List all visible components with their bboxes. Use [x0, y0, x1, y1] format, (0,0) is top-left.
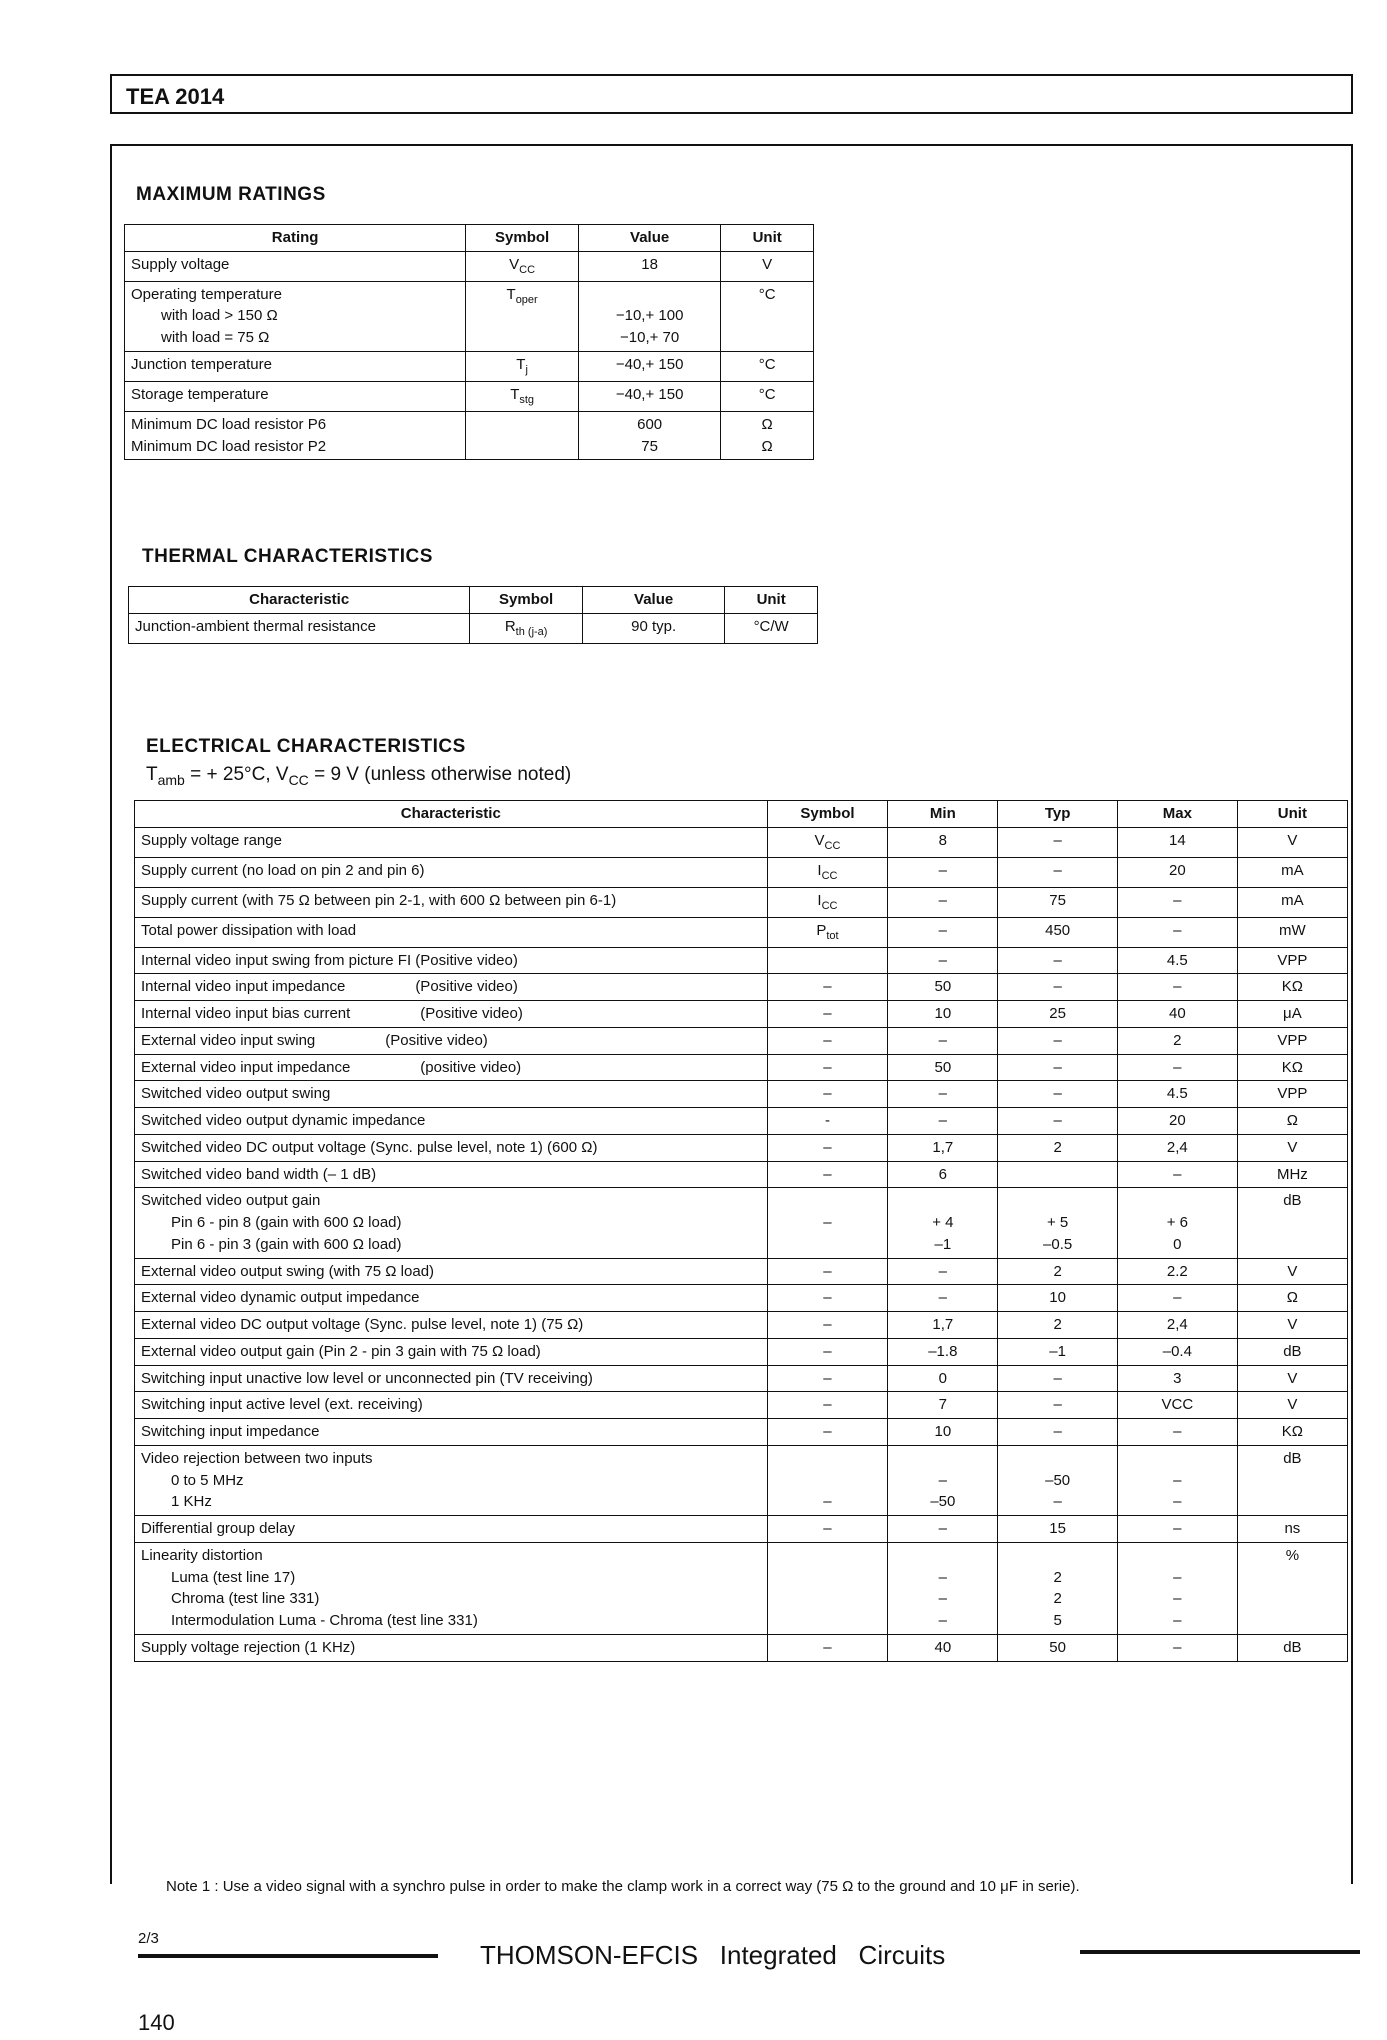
footer-rule-left: [138, 1954, 438, 1958]
table-row: External video input impedance (positive video) – 50 – – KΩ: [135, 1054, 1348, 1081]
table-row: Switched video output dynamic impedance - – – 20 Ω: [135, 1108, 1348, 1135]
table-row: Switched video DC output voltage (Sync. pulse level, note 1) (600 Ω) – 1,7 2 2,4 V: [135, 1134, 1348, 1161]
table-row: Junction temperature $T_j$ −40,+ 150 °C: [125, 351, 814, 381]
table-row: Supply current (with 75 Ω between pin 2-1, with 600 Ω between pin 6-1) $I_{CC}$ – 75 – mA: [135, 887, 1348, 917]
page-fraction: 2/3: [138, 1930, 159, 1947]
table-row: Switched video output swing – – – 4.5 VPP: [135, 1081, 1348, 1108]
table-row: Supply current (no load on pin 2 and pin 6) $I_{CC}$ – – 20 mA: [135, 857, 1348, 887]
header-title: TEA 2014: [126, 84, 225, 109]
col-value: Value: [578, 225, 720, 252]
table-row: External video DC output voltage (Sync. pulse level, note 1) (75 Ω) – 1,7 2 2,4 V: [135, 1312, 1348, 1339]
table-row: Junction-ambient thermal resistance $R_{th (j-a)}$ 90 typ. °C/W: [129, 613, 818, 643]
table-row: Storage temperature $T_{stg}$ −40,+ 150 °C: [125, 381, 814, 411]
electrical-table: [134, 800, 1348, 1662]
table-header-row: [125, 225, 814, 252]
max-ratings-table: [124, 224, 814, 460]
col-symbol: Symbol: [466, 225, 579, 252]
table-row: External video output gain (Pin 2 - pin 3 gain with 75 Ω load) – –1.8 –1 –0.4 dB: [135, 1338, 1348, 1365]
max-ratings-title: MAXIMUM RATINGS: [136, 184, 326, 205]
table-row: Switched video output gain Pin 6 - pin 8 (gain with 600 Ω load) Pin 6 - pin 3 (gain with 600 Ω load) – + 4 –1 + 5 –0.5 + 6 0 dB: [135, 1188, 1348, 1258]
thermal-table: [128, 586, 818, 644]
table-row: Internal video input bias current (Positive video) – 10 25 40 μA: [135, 1001, 1348, 1028]
table-row: Supply voltage range $V_{CC}$ 8 – 14 V: [135, 827, 1348, 857]
footer-rule-right: [1080, 1950, 1360, 1954]
electrical-condition: $T_{amb}$ = + 25°C, $V_{CC} = 9$ V (unless otherwise noted): [146, 764, 572, 788]
thermal-title: THERMAL CHARACTERISTICS: [142, 546, 433, 567]
table-row: Switching input impedance – 10 – – KΩ: [135, 1419, 1348, 1446]
table-row: Supply voltage $V_{CC}$ 18 V: [125, 251, 814, 281]
table-row: Total power dissipation with load $P_{tot}$ – 450 – mW: [135, 917, 1348, 947]
table-row: Operating temperature with load > 150 Ω with load = 75 Ω $T_{oper}$ −10,+ 100 −10,+ 70 °C: [125, 281, 814, 351]
table-row: Switching input active level (ext. receiving) – 7 – VCC V: [135, 1392, 1348, 1419]
footer-brand: THOMSON-EFCIS Integrated Circuits: [480, 1940, 946, 1970]
table-row: Video rejection between two inputs 0 to 5 MHz 1 KHz – – –50 –50 – – – dB: [135, 1445, 1348, 1515]
table-row: Supply voltage rejection (1 KHz) – 40 50 – dB: [135, 1634, 1348, 1661]
table-row: Differential group delay – – 15 – ns: [135, 1516, 1348, 1543]
col-rating: Rating: [125, 225, 466, 252]
electrical-title: ELECTRICAL CHARACTERISTICS: [146, 736, 466, 757]
table-row: Linearity distortion Luma (test line 17) Chroma (test line 331) Intermodulation Luma - Chroma (test line 331) – – – 2 2 5 – – – %: [135, 1542, 1348, 1634]
table-row: Switched video band width (– 1 dB) – 6 – MHz: [135, 1161, 1348, 1188]
table-row: Internal video input swing from picture FI (Positive video) – – 4.5 VPP: [135, 947, 1348, 974]
page-header: [110, 74, 1353, 114]
table-row: External video output swing (with 75 Ω load) – – 2 2.2 V: [135, 1258, 1348, 1285]
table-row: Internal video input impedance (Positive video) – 50 – – KΩ: [135, 974, 1348, 1001]
table-header-row: Characteristic Symbol Min Typ Max Unit: [135, 801, 1348, 828]
col-unit: Unit: [721, 225, 814, 252]
table-row: Minimum DC load resistor P6 Minimum DC load resistor P2 600 75 Ω Ω: [125, 411, 814, 460]
table-row: External video input swing (Positive video) – – – 2 VPP: [135, 1027, 1348, 1054]
table-row: Switching input unactive low level or unconnected pin (TV receiving) – 0 – 3 V: [135, 1365, 1348, 1392]
page-footer: [130, 1930, 1360, 1990]
page-number: 140: [138, 2010, 175, 2035]
note-1: Note 1 : Use a video signal with a synchro pulse in order to make the clamp work in a correct way (75 Ω to the ground and 10 μF in serie).: [166, 1878, 1080, 1895]
table-header-row: Characteristic Symbol Value Unit: [129, 587, 818, 614]
table-row: External video dynamic output impedance – – 10 – Ω: [135, 1285, 1348, 1312]
